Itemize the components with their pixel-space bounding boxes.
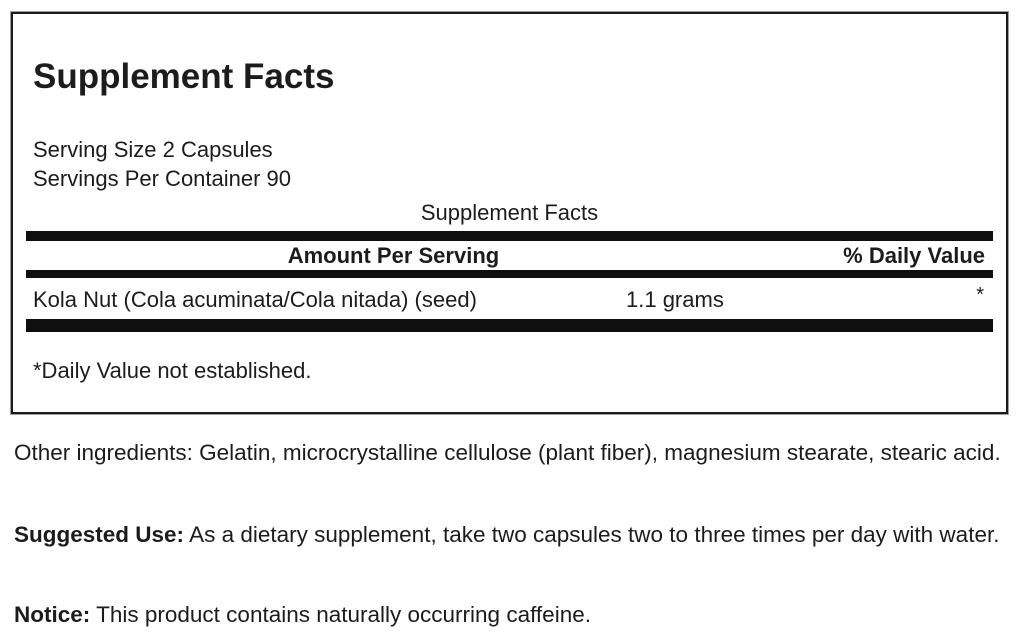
- suggested-use-text: As a dietary supplement, take two capsules two to three times per day with water.: [189, 522, 1000, 547]
- ingredient-amount: 1.1 grams: [626, 287, 724, 312]
- notice-note: [14, 600, 1002, 630]
- table-caption: Supplement Facts: [420, 200, 599, 225]
- serving-size: Serving Size 2 Capsules: [33, 137, 273, 162]
- suggested-use-note: [14, 520, 1002, 550]
- supplement-facts-panel: [11, 12, 1008, 414]
- divider-bar-bottom: [26, 319, 993, 332]
- other-ingredients-label: Other ingredients:: [14, 440, 193, 465]
- other-ingredients-note: [14, 438, 1002, 468]
- panel-title: Supplement Facts: [33, 57, 335, 96]
- daily-value-header: % Daily Value: [843, 243, 985, 268]
- serving-info: [33, 135, 1006, 193]
- table-header-row: [26, 241, 993, 270]
- daily-value-footnote: *Daily Value not established.: [33, 358, 312, 383]
- notice-label: Notice:: [14, 602, 91, 627]
- servings-per-container: Servings Per Container 90: [33, 166, 292, 191]
- ingredient-daily-value: *: [976, 284, 984, 306]
- amount-per-serving-header: Amount Per Serving: [287, 243, 500, 268]
- divider-bar-top: [26, 231, 993, 241]
- other-ingredients-text: Gelatin, microcrystalline cellulose (plant fiber), magnesium stearate, stearic acid.: [199, 440, 1001, 465]
- table-row: [13, 278, 1006, 319]
- ingredient-name: Kola Nut (Cola acuminata/Cola nitada) (seed): [33, 287, 477, 312]
- notice-text: This product contains naturally occurring caffeine.: [96, 602, 591, 627]
- suggested-use-label: Suggested Use:: [14, 522, 185, 547]
- divider-bar-header: [26, 270, 993, 278]
